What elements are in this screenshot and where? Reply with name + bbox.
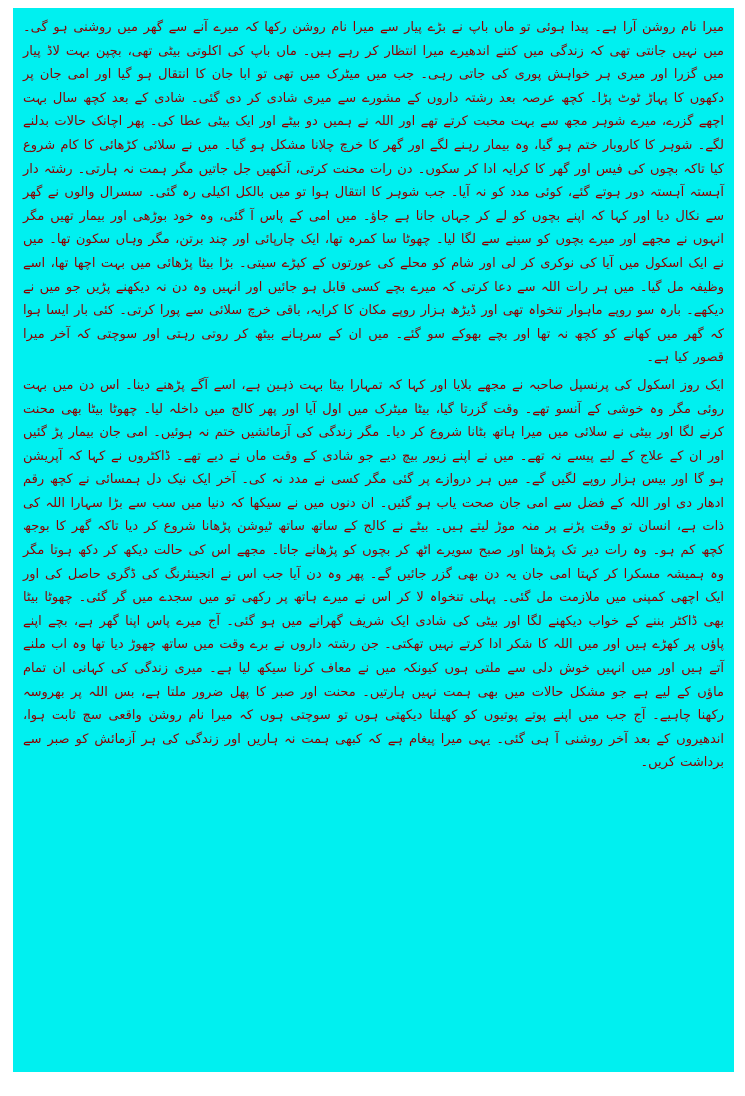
- document-page: [13, 8, 734, 1072]
- paragraph-1: میرا نام روشن آرا ہے۔ پیدا ہوئی تو ماں باپ نے بڑے پیار سے میرا نام روشن رکھا کہ میرے آنے سے گھر میں روشنی ہو گی۔ میں نہیں جانتی تھی کہ زندگی میں کتنے اندھیرے میرا انتظار کر رہے ہیں۔ ماں باپ کی اکلوتی بیٹی تھی، بچپن بہت لاڈ پیار میں گزرا اور میری ہر خواہش پوری کی جاتی رہی۔ جب میں میٹرک میں تھی تو ابا جان کا انتقال ہو گیا اور امی جان پر دکھوں کا پہاڑ ٹوٹ پڑا۔ کچھ عرصہ بعد رشتہ داروں کے مشورے سے میری شادی کر دی گئی۔ شادی کے بعد کچھ سال بہت اچھے گزرے، میرے شوہر مجھ سے بہت محبت کرتے تھے اور اللہ نے ہمیں دو بیٹے اور ایک بیٹی عطا کی۔ پھر اچانک حالات بدلنے لگے۔ شوہر کا کاروبار ختم ہو گیا، وہ بیمار رہنے لگے اور گھر کا خرچ چلانا مشکل ہو گیا۔ میں نے سلائی کڑھائی کا کام شروع کیا تاکہ بچوں کی فیس اور گھر کا کرایہ ادا کر سکوں۔ دن رات محنت کرتی، آنکھیں جل جاتیں مگر ہمت نہ ہارتی۔ رشتہ دار آہستہ آہستہ دور ہوتے گئے، کوئی مدد کو نہ آیا۔ جب شوہر کا انتقال ہوا تو میں بالکل اکیلی رہ گئی۔ سسرال والوں نے گھر سے نکال دیا اور کہا کہ اپنے بچوں کو لے کر جہاں جانا ہے جاؤ۔ میں امی کے پاس آ گئی، وہ خود بوڑھی اور بیمار تھیں مگر انہوں نے مجھے اور میرے بچوں کو سینے سے لگا لیا۔ چھوٹا سا کمرہ تھا، ایک چارپائی اور چند برتن، مگر وہاں سکون تھا۔ میں نے ایک اسکول میں آیا کی نوکری کر لی اور شام کو محلے کی عورتوں کے کپڑے سیتی۔ بڑا بیٹا پڑھائی میں بہت اچھا تھا، اسے وظیفہ مل گیا۔ میں ہر رات اللہ سے دعا کرتی کہ میرے بچے کسی قابل ہو جائیں اور انہیں وہ دن نہ دیکھنے پڑیں جو میں نے دیکھے۔ بارہ سو روپے ماہوار تنخواہ تھی اور ڈیڑھ ہزار روپے مکان کا کرایہ، باقی خرچ سلائی سے پورا کرتی۔ کئی بار ایسا ہوا کہ گھر میں کھانے کو کچھ نہ تھا اور بچے بھوکے سو گئے۔ میں ان کے سرہانے بیٹھ کر روتی رہتی اور سوچتی کہ آخر میرا قصور کیا ہے۔: [23, 20, 724, 366]
- paragraph-2: ایک روز اسکول کی پرنسپل صاحبہ نے مجھے بلایا اور کہا کہ تمہارا بیٹا بہت ذہین ہے، اسے آگے پڑھنے دینا۔ اس دن میں بہت روئی مگر وہ خوشی کے آنسو تھے۔ وقت گزرتا گیا، بیٹا میٹرک میں اول آیا اور پھر کالج میں داخلہ لیا۔ چھوٹا بیٹا بھی محنت کرنے لگا اور بیٹی نے سلائی میں میرا ہاتھ بٹانا شروع کر دیا۔ مگر زندگی کی آزمائشیں ختم نہ ہوئیں۔ امی جان بیمار پڑ گئیں اور ان کے علاج کے لیے پیسے نہ تھے۔ میں نے اپنے زیور بیچ دیے جو شادی کے وقت ماں نے دیے تھے۔ ڈاکٹروں نے کہا کہ آپریشن ہو گا اور بیس ہزار روپے لگیں گے۔ میں ہر دروازے پر گئی مگر کسی نے مدد نہ کی۔ آخر ایک نیک دل ہمسائی نے کچھ رقم ادھار دی اور اللہ کے فضل سے امی جان صحت یاب ہو گئیں۔ ان دنوں میں نے سیکھا کہ دنیا میں سب سے بڑا سہارا اللہ کی ذات ہے، انسان تو وقت پڑنے پر منہ موڑ لیتے ہیں۔ بیٹے نے کالج کے ساتھ ساتھ ٹیوشن پڑھانا شروع کر دیا تاکہ گھر کا بوجھ کچھ کم ہو۔ وہ رات دیر تک پڑھتا اور صبح سویرے اٹھ کر بچوں کو پڑھانے جاتا۔ مجھے اس کی حالت دیکھ کر دکھ ہوتا مگر وہ ہمیشہ مسکرا کر کہتا امی جان یہ دن بھی گزر جائیں گے۔ پھر وہ دن آیا جب اس نے انجینئرنگ کی ڈگری حاصل کی اور ایک اچھی کمپنی میں ملازمت مل گئی۔ پہلی تنخواہ لا کر اس نے میرے ہاتھ پر رکھی تو میں سجدے میں گر گئی۔ چھوٹا بیٹا بھی ڈاکٹر بننے کے خواب دیکھنے لگا اور بیٹی کی شادی ایک شریف گھرانے میں ہو گئی۔ آج میرے پاس اپنا گھر ہے، بچے اپنے پاؤں پر کھڑے ہیں اور میں اللہ کا شکر ادا کرتے نہیں تھکتی۔ جن رشتہ داروں نے برے وقت میں ساتھ چھوڑ دیا تھا وہ اب ملنے آتے ہیں اور میں انہیں خوش دلی سے ملتی ہوں کیونکہ میں نے معاف کرنا سیکھ لیا ہے۔ میری زندگی کی کہانی ان تمام ماؤں کے لیے ہے جو مشکل حالات میں بھی ہمت نہیں ہارتیں۔ محنت اور صبر کا پھل ضرور ملتا ہے، بس اللہ پر بھروسہ رکھنا چاہیے۔ آج جب میں اپنے پوتے پوتیوں کو کھیلتا دیکھتی ہوں تو سوچتی ہوں کہ میرا نام روشن واقعی سچ ثابت ہوا، اندھیروں کے بعد آخر روشنی آ ہی گئی۔ یہی میرا پیغام ہے کہ کبھی ہمت نہ ہاریں اور زندگی کی ہر آزمائش کو صبر سے برداشت کریں۔: [23, 377, 724, 771]
